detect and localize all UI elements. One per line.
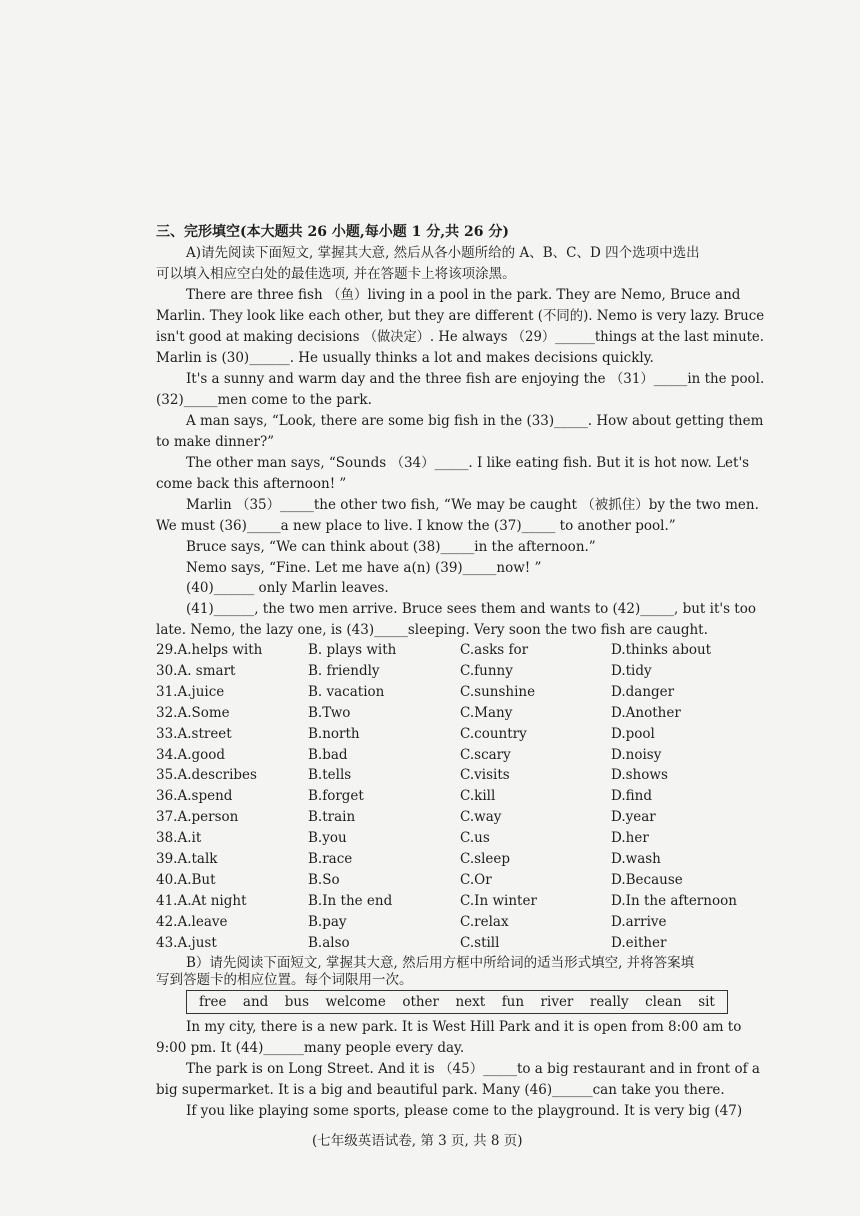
option-d: D.year [611,809,656,826]
word-box-item: fun [501,994,525,1010]
option-d: D.pool [611,725,655,742]
passage-b-line: The park is on Long Street. And it is （45）_____to a big restaurant and in front of a [186,1061,760,1077]
option-c: C.funny [460,662,513,679]
passage-a-line: late. Nemo, the lazy one, is (43)_____sleeping. Very soon the two fish are caught. [156,622,708,638]
option-c: C.country [460,725,527,742]
option-c: C.Or [460,871,492,888]
passage-a-line: Marlin is (30)______. He usually thinks a lot and makes decisions quickly. [156,350,654,366]
option-c: C.sunshine [460,683,536,700]
word-box-item: next [455,994,486,1010]
option-d: D.her [611,830,649,847]
option-a: 34.A.good [156,746,226,763]
option-c: C.sleep [460,851,511,867]
word-box-item: and [242,994,269,1010]
page-footer: (七年级英语试卷, 第 3 页, 共 8 页) [312,1133,523,1149]
passage-b-line: If you like playing some sports, please come to the playground. It is very big (47) [186,1103,743,1119]
option-b: B.also [308,934,350,951]
option-a: 39.A.talk [156,851,218,867]
part-b-instruction-1: B）请先阅读下面短文, 掌握其大意, 然后用方框中所给词的适当形式填空, 并将答案填 [186,955,695,971]
option-a: 35.A.describes [156,767,257,784]
option-d: D.either [611,934,667,951]
option-b: B. friendly [308,662,380,679]
word-box-item: bus [284,994,310,1010]
passage-a-line: (32)_____men come to the park. [156,392,372,408]
passage-a-line: The other man says, “Sounds （34）_____. I like eating fish. But it is hot now. Let's [186,455,750,471]
option-b: B.tells [308,767,352,784]
option-a: 29.A.helps with [156,642,263,658]
option-a: 37.A.person [156,809,239,826]
option-d: D.arrive [611,913,667,930]
part-b-instruction-2: 写到答题卡的相应位置。每个词限用一次。 [156,972,413,988]
option-c: C.Many [460,704,513,721]
word-box-item: river [540,994,574,1010]
option-a: 31.A.juice [156,683,225,700]
option-c: C.kill [460,788,496,805]
passage-a-line: Nemo says, “Fine. Let me have a(n) (39)_____now! ” [186,560,542,576]
option-c: C.asks for [460,642,529,658]
option-b: B. vacation [308,683,385,700]
word-box-item: free [199,994,227,1010]
option-b: B.bad [308,746,348,763]
word-box-item: other [402,994,440,1010]
passage-a-line: come back this afternoon! ” [156,476,347,492]
option-d: D.find [611,788,652,805]
option-c: C.us [460,830,490,847]
passage-a-line: Marlin. They look like each other, but they are different (不同的). Nemo is very lazy. Bruce [156,308,765,324]
passage-b-line: 9:00 pm. It (44)______many people every day. [156,1040,465,1056]
word-box-item: really [589,994,629,1010]
option-a: 43.A.just [156,934,217,951]
option-b: B.Two [308,704,351,721]
option-d: D.shows [611,767,668,784]
option-d: D.In the afternoon [611,892,737,909]
option-a: 41.A.At night [156,892,247,909]
option-d: D.danger [611,683,675,700]
option-d: D.noisy [611,746,662,763]
word-box-item: welcome [325,994,386,1010]
passage-a-line: (40)______ only Marlin leaves. [186,580,389,596]
option-a: 32.A.Some [156,704,230,721]
option-c: C.visits [460,767,510,784]
word-box [186,990,728,1014]
passage-b-line: big supermarket. It is a big and beautiful park. Many (46)______can take you there. [156,1082,725,1098]
option-b: B.race [308,851,353,867]
passage-a-line: (41)______, the two men arrive. Bruce sees them and wants to (42)_____, but it's too [186,601,756,617]
option-b: B.train [308,809,356,826]
passage-b-line: In my city, there is a new park. It is West Hill Park and it is open from 8:00 am to [186,1019,742,1035]
option-c: C.way [460,809,502,826]
option-d: D.wash [611,851,661,867]
passage-a-line: A man says, “Look, there are some big fish in the (33)_____. How about getting them [186,413,764,429]
option-b: B.you [308,830,347,847]
option-b: B.In the end [308,892,393,909]
option-b: B.forget [308,788,364,805]
passage-a-line: isn't good at making decisions （做决定）. He always （29）______things at the last minute. [156,329,764,345]
option-c: C.In winter [460,892,537,909]
passage-a-line: Bruce says, “We can think about (38)_____in the afternoon.” [186,539,596,555]
passage-a-line: We must (36)_____a new place to live. I know the (37)_____ to another pool.” [156,518,676,534]
section-heading: 三、完形填空(本大题共 26 小题,每小题 1 分,共 26 分) [156,224,509,240]
option-b: B. plays with [308,642,397,658]
option-a: 42.A.leave [156,913,228,930]
option-d: D.tidy [611,662,652,679]
word-box-item: sit [698,994,715,1010]
option-c: C.scary [460,746,511,763]
option-d: D.Another [611,704,681,721]
option-a: 40.A.But [156,871,216,888]
passage-a-line: to make dinner?” [156,434,275,450]
part-a-instruction-2: 可以填入相应空白处的最佳选项, 并在答题卡上将该项涂黑。 [156,266,516,282]
word-box-item: clean [645,994,682,1010]
option-d: D.thinks about [611,642,712,658]
option-c: C.still [460,934,500,951]
option-a: 38.A.it [156,830,202,847]
option-a: 33.A.street [156,725,232,742]
option-c: C.relax [460,913,509,930]
option-a: 30.A. smart [156,662,236,679]
option-d: D.Because [611,871,683,888]
option-b: B.So [308,871,340,888]
passage-a-line: Marlin （35）_____the other two fish, “We may be caught （被抓住）by the two men. [186,497,759,513]
option-a: 36.A.spend [156,788,233,805]
option-b: B.north [308,725,360,742]
option-b: B.pay [308,913,347,930]
passage-a-line: There are three fish （鱼）living in a pool in the park. They are Nemo, Bruce and [186,287,741,303]
part-a-instruction-1: A)请先阅读下面短文, 掌握其大意, 然后从各小题所给的 A、B、C、D 四个选项中选出 [186,245,700,261]
passage-a-line: It's a sunny and warm day and the three fish are enjoying the （31）_____in the pool. [186,371,765,387]
